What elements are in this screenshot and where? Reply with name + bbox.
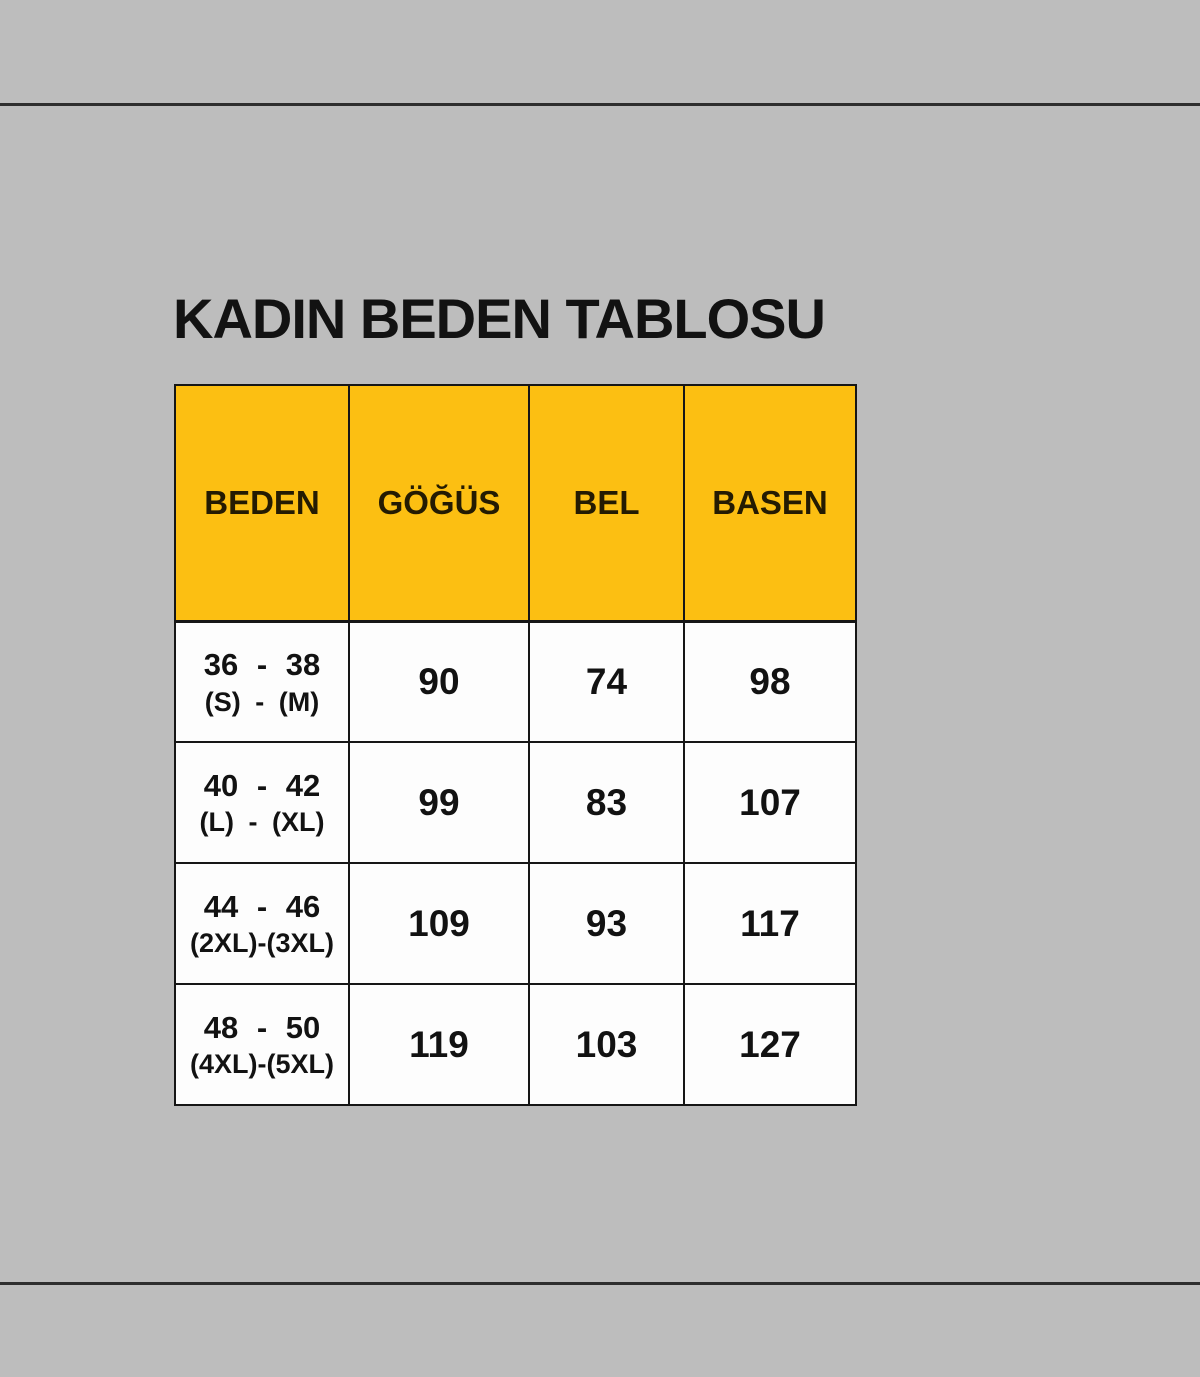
basen-value: 117 [684, 863, 856, 984]
size-letter-label: (S) - (M) [204, 686, 320, 717]
size-table [174, 384, 857, 1106]
table-row [175, 742, 856, 863]
table-row [175, 621, 856, 742]
header-cell-bel: BEL [529, 385, 684, 621]
header-cell-basen: BASEN [684, 385, 856, 621]
gogus-value: 90 [349, 621, 529, 742]
bel-value: 74 [529, 621, 684, 742]
size-letter-label: (L) - (XL) [199, 807, 325, 838]
size-letter-label: (2XL)-(3XL) [190, 928, 334, 959]
size-range-label: 40 - 42 [203, 768, 321, 804]
size-range-label: 36 - 38 [203, 647, 321, 683]
size-cell [175, 863, 349, 984]
size-cell [175, 984, 349, 1105]
size-cell [175, 742, 349, 863]
table-row [175, 984, 856, 1105]
size-cell [175, 621, 349, 742]
basen-value: 98 [684, 621, 856, 742]
basen-value: 127 [684, 984, 856, 1105]
table-header-row [175, 385, 856, 621]
size-letter-label: (4XL)-(5XL) [190, 1049, 334, 1080]
basen-value: 107 [684, 742, 856, 863]
gogus-value: 119 [349, 984, 529, 1105]
bottom-divider-line [0, 1282, 1200, 1285]
gogus-value: 99 [349, 742, 529, 863]
size-range-label: 44 - 46 [203, 889, 321, 925]
header-cell-gogus: GÖĞÜS [349, 385, 529, 621]
page-title: KADIN BEDEN TABLOSU [173, 287, 825, 350]
top-divider-line [0, 103, 1200, 106]
bel-value: 83 [529, 742, 684, 863]
bel-value: 103 [529, 984, 684, 1105]
table-row [175, 863, 856, 984]
bel-value: 93 [529, 863, 684, 984]
header-cell-beden: BEDEN [175, 385, 349, 621]
size-range-label: 48 - 50 [203, 1010, 321, 1046]
gogus-value: 109 [349, 863, 529, 984]
